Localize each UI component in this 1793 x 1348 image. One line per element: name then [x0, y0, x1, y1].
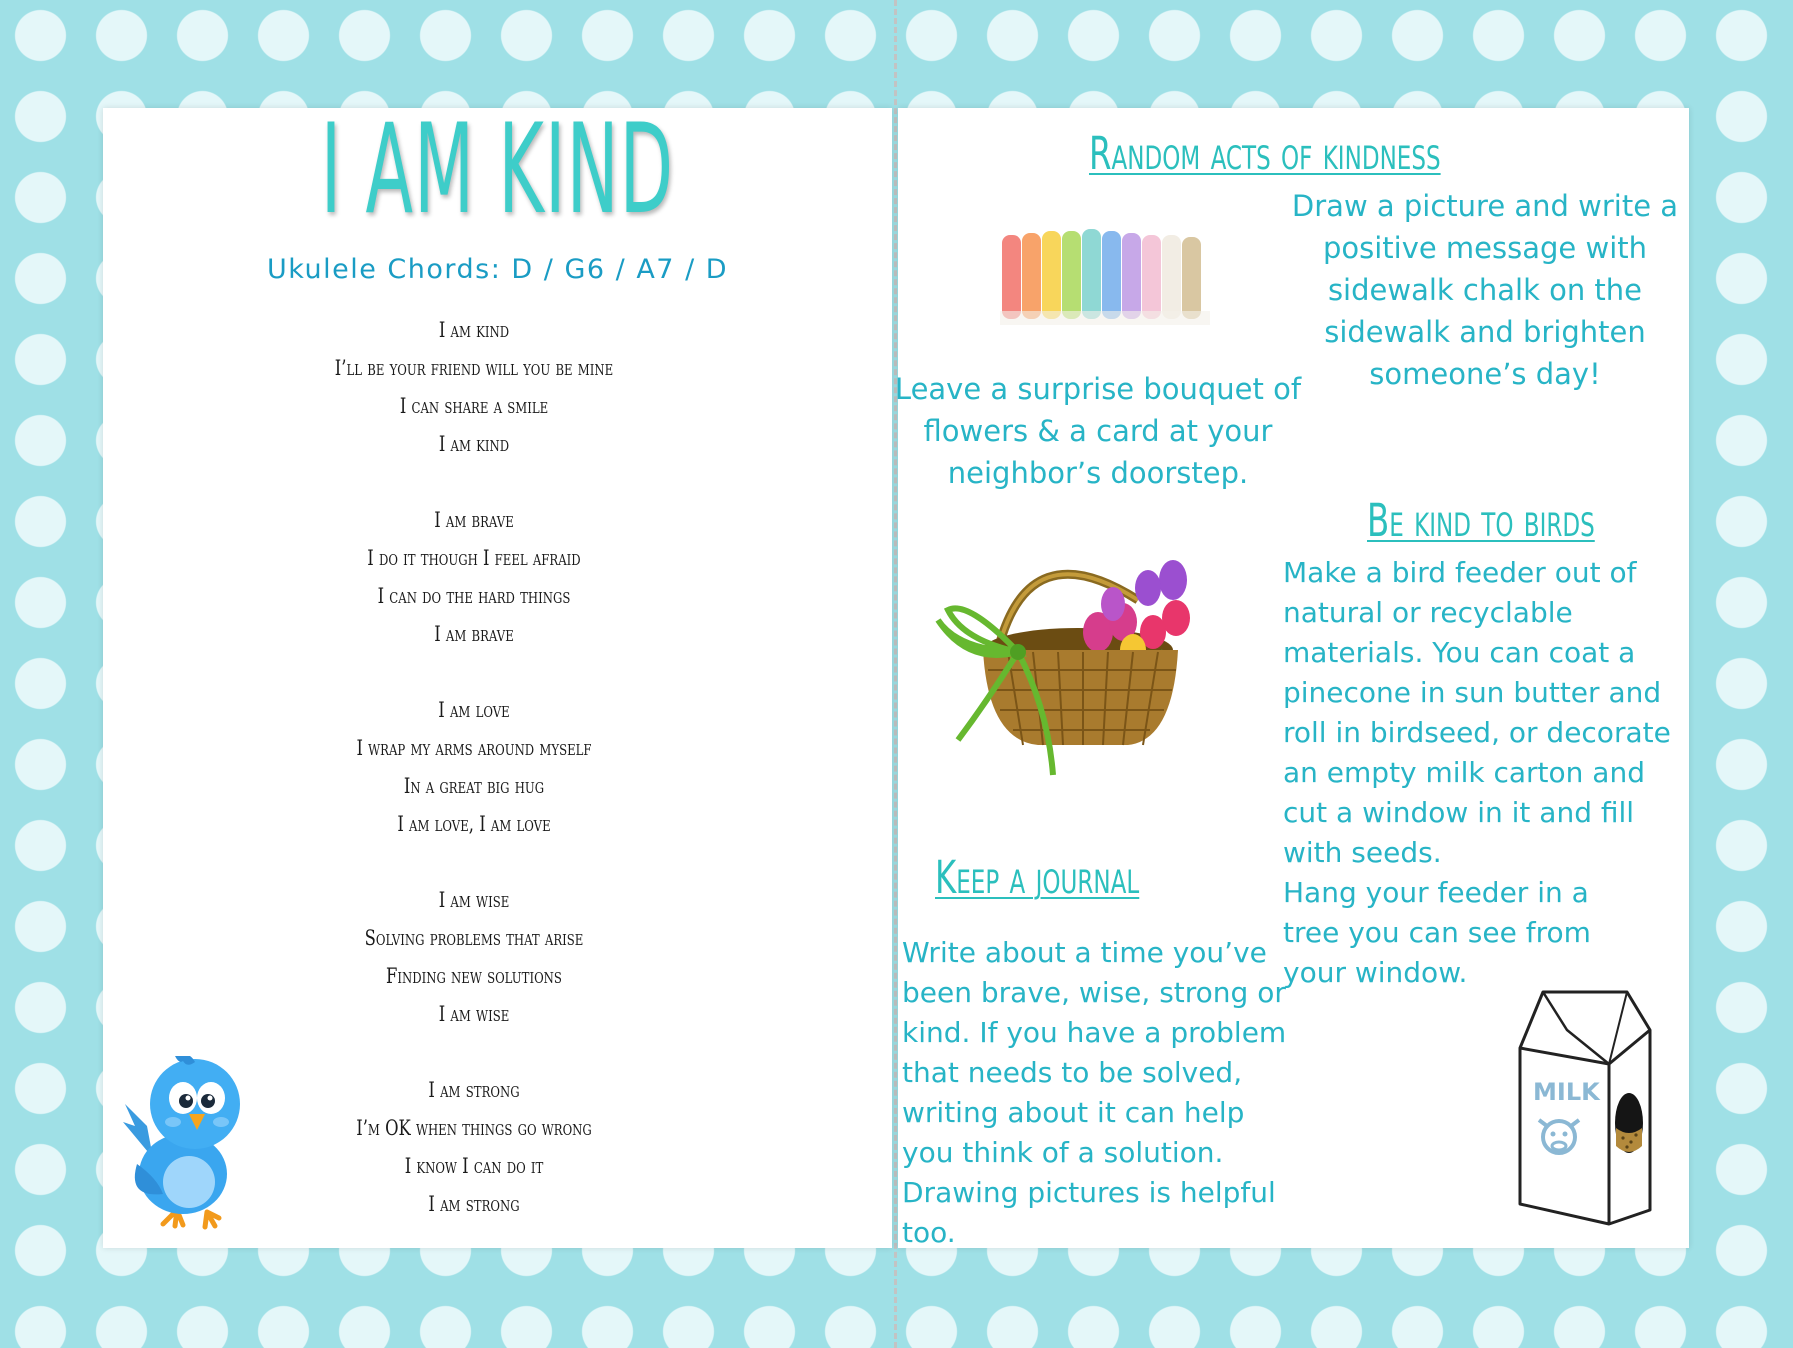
journal-description: Write about a time you’ve been brave, wise, strong or kind. If you have a problem that needs to be solved, writing about it can help you think of a solution. Drawing pictures is helpful too. [902, 936, 1287, 1249]
lyric-line: I’m OK when things go wrong [356, 1116, 592, 1140]
lyric-line: I am love, I am love [397, 812, 551, 836]
lyric-line: I am wise [438, 1002, 510, 1026]
stanza-wise [103, 881, 845, 1033]
lyric-line: Solving problems that arise [364, 926, 584, 950]
lyric-line: I can share a smile [399, 394, 549, 418]
milk-carton-feeder-image [1515, 988, 1665, 1238]
milk-label: MILK [1533, 1078, 1600, 1106]
lyric-line: I do it though I feel afraid [367, 546, 581, 570]
song-title: I AM KIND [320, 98, 675, 242]
lyric-line: I can do the hard things [377, 584, 571, 608]
lyric-line: I wrap my arms around myself [356, 736, 592, 760]
lyric-line: I am brave [434, 622, 514, 646]
journal-heading: Keep a journal [935, 851, 1140, 904]
bluebird-image [117, 1056, 247, 1231]
center-fold-divider [894, 0, 897, 1348]
birds-description: Make a bird feeder out of natural or recyclable materials. You can coat a pinecone in sun butter and roll in birdseed, or decorate an empty milk carton and cut a window in it and fill with seeds. [1283, 556, 1671, 869]
lyric-line: I’ll be your friend will you be mine [334, 356, 614, 380]
left-page [103, 98, 892, 1248]
birds-hang-description: Hang your feeder in a tree you can see from your window. [1283, 876, 1591, 989]
sidewalk-chalk-image [1000, 225, 1210, 325]
flower-basket-image [928, 540, 1208, 780]
lyric-line: I am kind [438, 432, 510, 456]
lyric-line: In a great big hug [403, 774, 545, 798]
lyric-line: I know I can do it [404, 1154, 544, 1178]
lyric-line: I am kind [438, 318, 510, 342]
chalk-description: Draw a picture and write a positive message with sidewalk chalk on the sidewalk and brighten someone’s day! [1291, 189, 1679, 391]
stanza-kind [103, 311, 845, 463]
lyric-line: Finding new solutions [386, 964, 562, 988]
lyric-line: I am strong [428, 1192, 520, 1216]
bouquet-description: Leave a surprise bouquet of flowers & a card at your neighbor’s doorstep. [894, 372, 1302, 490]
lyric-line: I am strong [428, 1078, 520, 1102]
lyric-line: I am brave [434, 508, 514, 532]
right-page [894, 108, 1689, 1249]
lyric-line: I am wise [438, 888, 510, 912]
lyric-line: I am love [438, 698, 510, 722]
stanza-brave [103, 501, 845, 653]
stanza-love [103, 691, 845, 843]
random-acts-heading: Random acts of kindness [1089, 127, 1441, 180]
birds-heading: Be kind to birds [1367, 494, 1595, 547]
ukulele-chords: Ukulele Chords: D / G6 / A7 / D [266, 254, 729, 285]
